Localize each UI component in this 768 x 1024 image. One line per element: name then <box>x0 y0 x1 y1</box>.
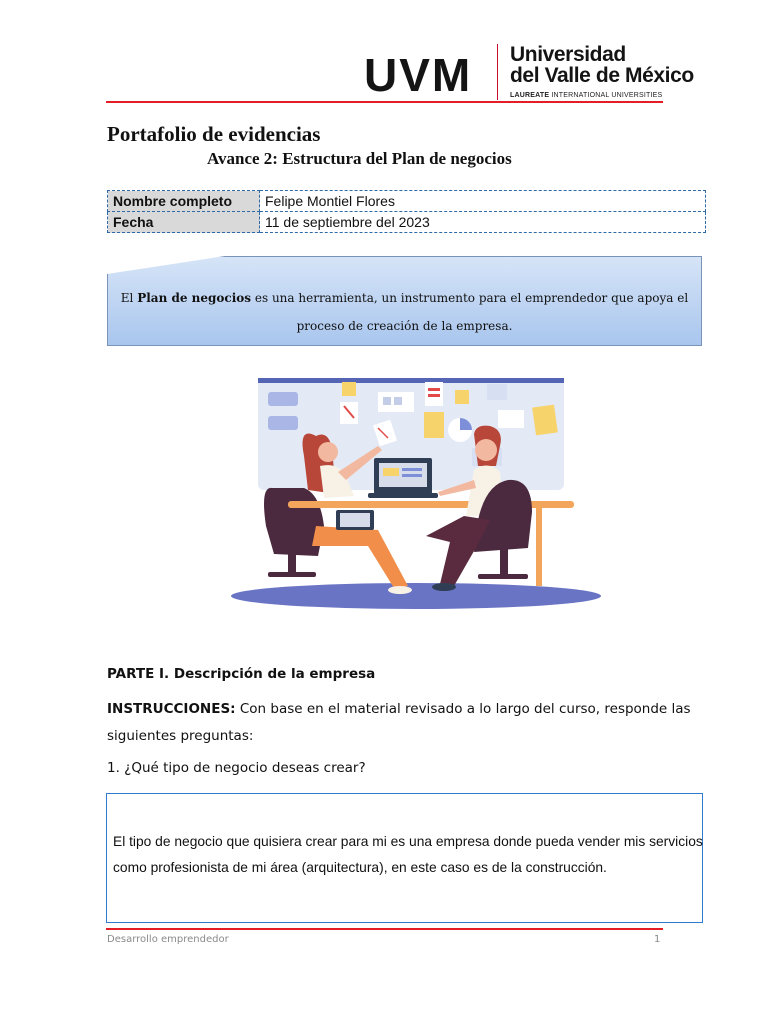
laureate-tagline <box>510 92 662 99</box>
footer-rule <box>106 928 663 930</box>
date-label: Fecha <box>108 212 260 233</box>
callout-prefix: El <box>120 291 138 305</box>
business-meeting-illustration <box>228 376 604 612</box>
callout-suffix: es una herramienta, un instrumento para el emprendedor que apoya el proceso de creación de la empresa. <box>251 291 689 333</box>
question-1: 1. ¿Qué tipo de negocio deseas crear? <box>107 760 366 776</box>
instructions <box>107 696 719 750</box>
name-label: Nombre completo <box>108 191 260 212</box>
laureate-bold: LAUREATE <box>510 92 550 99</box>
section-title: PARTE I. Descripción de la empresa <box>107 666 376 682</box>
instructions-text: Con base en el material revisado a lo largo del curso, responde las siguientes preguntas: <box>107 701 691 744</box>
university-name-line2: del Valle de México <box>510 64 694 87</box>
document-title: Portafolio de evidencias <box>107 122 321 146</box>
header-rule <box>106 101 663 103</box>
uvm-logo-text: UVM <box>364 49 473 101</box>
callout-bold: Plan de negocios <box>137 291 252 305</box>
table-row <box>108 212 706 233</box>
name-value: Felipe Montiel Flores <box>260 191 706 212</box>
callout-text <box>112 284 697 340</box>
answer-1-text: El tipo de negocio que quisiera crear para mi es una empresa donde pueda vender mis servicios como profesionista de mi área (arquitectura), en este caso es de la construcción. <box>113 834 703 875</box>
university-name-line1: Universidad <box>510 43 626 66</box>
table-row <box>108 191 706 212</box>
logo-divider <box>497 44 498 100</box>
university-name <box>510 44 694 86</box>
instructions-label: INSTRUCCIONES: <box>107 701 236 717</box>
laureate-rest: INTERNATIONAL UNIVERSITIES <box>549 92 663 99</box>
document-subtitle: Avance 2: Estructura del Plan de negocios <box>207 149 512 168</box>
date-value: 11 de septiembre del 2023 <box>260 212 706 233</box>
student-info-table <box>107 190 706 233</box>
page-number: 1 <box>654 934 661 945</box>
footer-course-name: Desarrollo emprendedor <box>107 934 229 945</box>
